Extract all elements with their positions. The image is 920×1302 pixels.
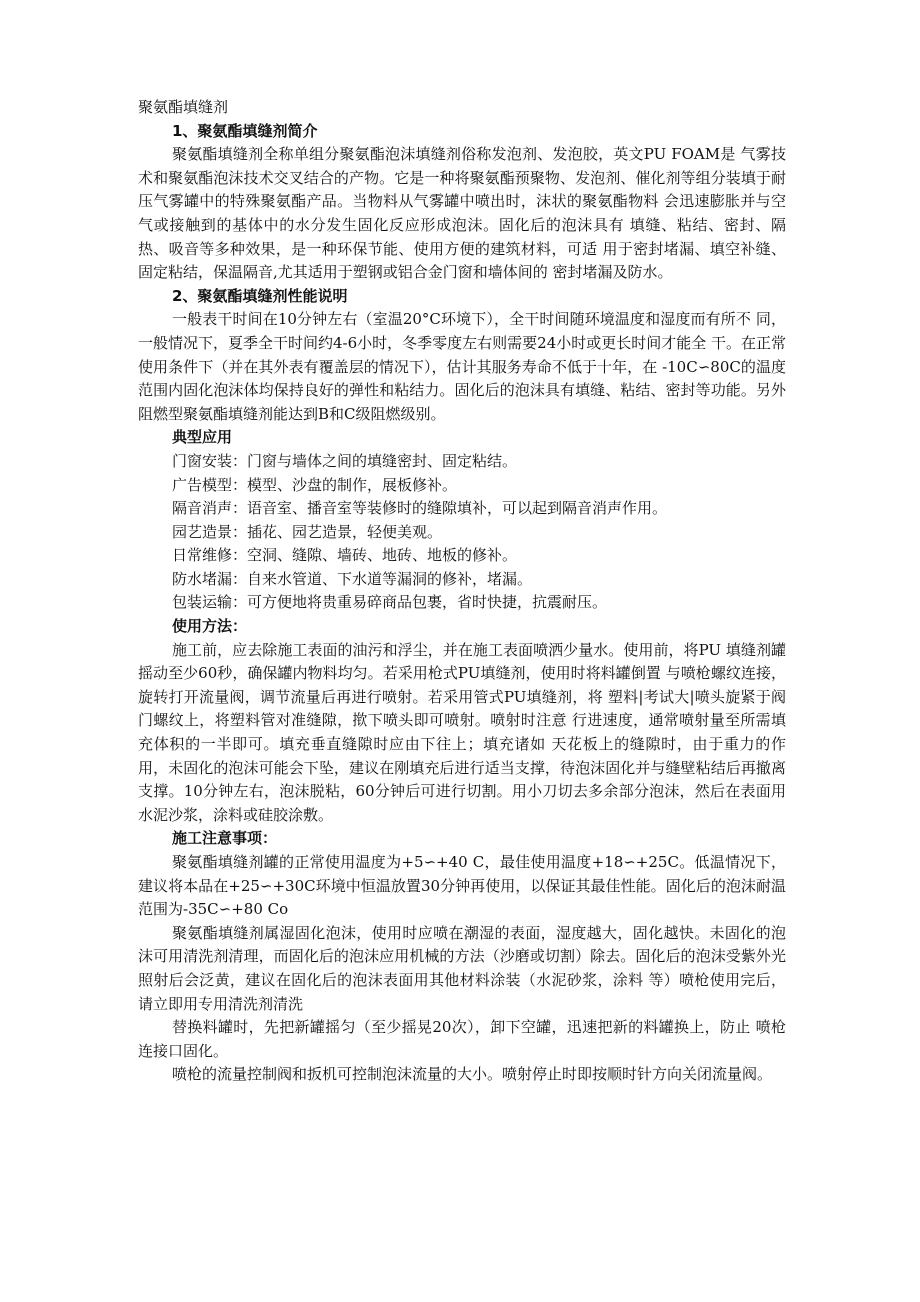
document-title: 聚氨酯填缝剂 [138, 98, 229, 116]
application-item: 包装运输：可方便地将贵重易碎商品包裹，省时快捷，抗震耐压。 [172, 593, 608, 612]
notes-paragraph: 喷枪的流量控制阀和扳机可控制泡沫流量的大小。喷射停止时即按顺时针方向关闭流量阀。 [172, 1065, 773, 1084]
section-heading-applications: 典型应用 [172, 428, 233, 447]
section-heading-usage: 使用方法： [172, 617, 248, 636]
intro-paragraph: 聚氨酯填缝剂全称单组分聚氨酯泡沫填缝剂俗称发泡剂、发泡胶，英文PU FOAM是 气雾技术和聚氨酯泡沫技术交叉结合的产物。它是一种将聚氨酯预聚物、发泡剂、催化剂等组分装填于耐压气雾罐中的特殊聚氨酯产品。当物料从气雾罐中喷出时，沫状的聚氨酯物料 会迅速膨胀并与空气或接触到的基体中的水分发生固化反应形成泡沫。固化后的泡沫具有 填缝、粘结、密封、隔热、吸音等多种效果，是一种环保节能、使用方便的建筑材料，可适 用于密封堵漏、填空补缝、固定粘结，保温隔音,尤其适用于塑钢或铝合金门窗和墙体间的 密封堵漏及防水。 [138, 145, 786, 282]
usage-paragraph: 施工前，应去除施工表面的油污和浮尘，并在施工表面喷洒少量水。使用前，将PU 填缝剂罐摇动至少60秒，确保罐内物料均匀。若采用枪式PU填缝剂，使用时将料罐倒置 与喷枪螺纹连接，旋转打开流量阀，调节流量后再进行喷射。若采用管式PU填缝剂，将 塑料|考试大|喷头旋紧于阀门螺纹上，将塑料管对准缝隙，揿下喷头即可喷射。喷射时注意 行进速度，通常喷射量至所需填充体积的一半即可。填充垂直缝隙时应由下往上；填充诸如 天花板上的缝隙时，由于重力的作用，未固化的泡沫可能会下坠，建议在刚填充后进行适当支撑，待泡沫固化并与缝壁粘结后再撤离支撑。10分钟左右，泡沫脱粘，60分钟后可进行切割。用小刀切去多余部分泡沫，然后在表面用水泥沙浆，涂料或硅胶涂敷。 [138, 640, 786, 824]
notes-paragraph: 聚氨酯填缝剂属湿固化泡沫，使用时应喷在潮湿的表面，湿度越大，固化越快。未固化的泡沫可用清洗剂清理，而固化后的泡沫应用机械的方法（沙磨或切割）除去。固化后的泡沫受紫外光照射后会泛黄，建议在固化后的泡沫表面用其他材料涂装（水泥砂浆，涂料 等）喷枪使用完后，请立即用专用清洗剂清洗 [138, 923, 786, 1013]
application-item: 门窗安装：门窗与墙体之间的填缝密封、固定粘结。 [172, 451, 518, 470]
application-item: 隔音消声：语音室、播音室等装修时的缝隙填补，可以起到隔音消声作用。 [172, 499, 668, 518]
section-heading-notes: 施工注意事项： [172, 829, 278, 848]
application-item: 防水堵漏：自来水管道、下水道等漏洞的修补，堵漏。 [172, 569, 533, 588]
application-item: 日常维修：空洞、缝隙、墙砖、地砖、地板的修补。 [172, 546, 518, 565]
document-page [138, 96, 786, 1087]
application-item: 广告模型：模型、沙盘的制作，展板修补。 [172, 475, 458, 494]
section-heading-intro: 1、聚氨酯填缝剂简介 [172, 121, 318, 140]
notes-paragraph: 替换料罐时，先把新罐摇匀（至少摇晃20次），卸下空罐，迅速把新的料罐换上，防止 喷枪连接口固化。 [138, 1018, 786, 1060]
application-item: 园艺造景：插花、园艺造景，轻便美观。 [172, 522, 443, 541]
notes-paragraph: 聚氨酯填缝剂罐的正常使用温度为+5∽+40 C，最佳使用温度+18∽+25C。低温情况下，建议将本品在+25∽+30C环境中恒温放置30分钟再使用，以保证其最佳性能。固化后的泡沫耐温范围为-35C∽+80 Co [138, 853, 786, 919]
section-heading-performance: 2、聚氨酯填缝剂性能说明 [172, 286, 348, 305]
performance-paragraph: 一般表干时间在10分钟左右（室温20°C环境下），全干时间随环境温度和湿度而有所不 同，一般情况下，夏季全干时间约4-6小时，冬季零度左右则需要24小时或更长时间才能全 干。在正常使用条件下（并在其外表有覆盖层的情况下），估计其服务寿命不低于十年，在 -10C∽80C的温度范围内固化泡沫体均保持良好的弹性和粘结力。固化后的泡沫具有填缝、粘结、密封等功能。另外阻燃型聚氨酯填缝剂能达到B和C级阻燃级别。 [138, 310, 787, 423]
